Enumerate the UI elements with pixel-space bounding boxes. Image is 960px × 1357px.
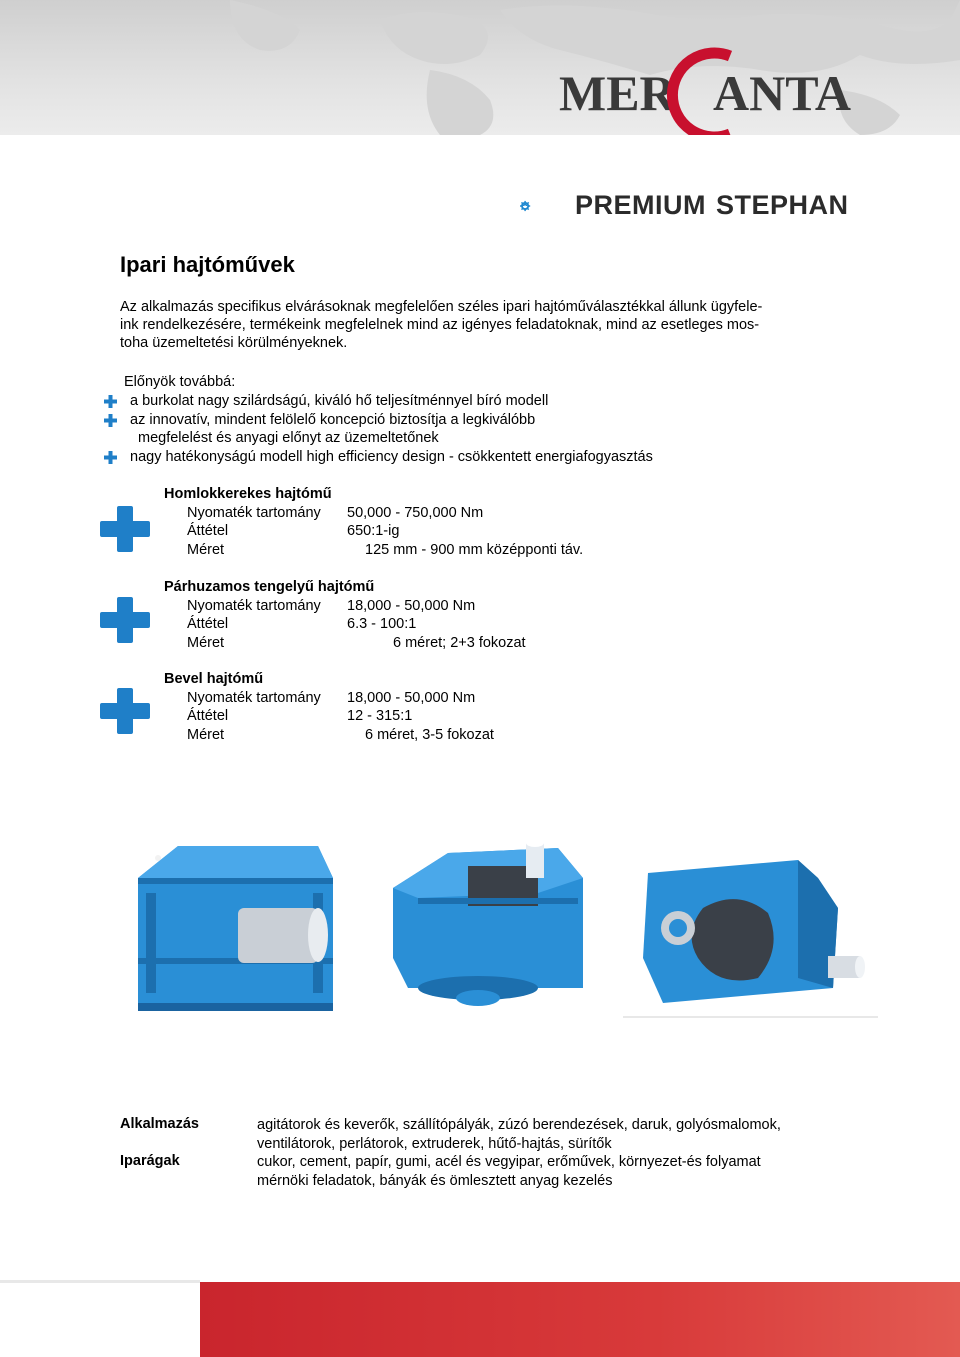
premium-word: PREMIUM — [575, 190, 706, 220]
stephan-word: STEPHAN — [716, 190, 849, 220]
product-title: Homlokkerekes hajtómű — [164, 486, 332, 502]
svg-text:ANTA: ANTA — [713, 65, 851, 121]
intro-line: ink rendelkezésére, termékeink megfelelnek mind az igényes feladatoknak, mind az esetleges mos- — [120, 317, 760, 333]
spec-ratio-label: Áttétel — [187, 523, 229, 539]
spec-torque-value: 50,000 - 750,000 Nm — [347, 505, 484, 521]
intro-paragraph — [120, 298, 840, 352]
spec-torque-value: 18,000 - 50,000 Nm — [347, 598, 476, 614]
spec-ratio-value: 6.3 - 100:1 — [347, 616, 417, 632]
spec-torque-value: 18,000 - 50,000 Nm — [347, 690, 476, 706]
header-band — [0, 0, 960, 135]
parallel-shaft-gearbox-image — [393, 839, 583, 1006]
premium-stephan-wordmark — [575, 190, 849, 221]
spec-torque-label: Nyomaték tartomány — [187, 505, 321, 521]
advantage-item: nagy hatékonyságú modell high efficiency design - csökkentett energiafogyasztás — [104, 448, 653, 467]
applications-text: agitátorok és keverők, szállítópályák, zúzó berendezések, daruk, golyósmalomok, ventilátorok, perlátorok, extruderek, hűtő-hajtás, sürítők — [257, 1117, 781, 1152]
spec-torque-label: Nyomaték tartomány — [187, 690, 321, 706]
spec-ratio-label: Áttétel — [187, 708, 229, 724]
helical-gearbox-image — [138, 846, 333, 1011]
spec-ratio-value: 650:1-ig — [347, 523, 400, 539]
mercanta-logo — [555, 38, 855, 135]
plus-icon — [100, 506, 150, 552]
plus-icon — [100, 688, 150, 734]
footer-divider — [0, 1280, 200, 1283]
spec-size-value: 6 méret, 3-5 fokozat — [365, 727, 494, 743]
plus-icon — [104, 395, 117, 408]
industries-text: cukor, cement, papír, gumi, acél és vegyipar, erőművek, környezet-és folyamat mérnöki feladatok, bányák és ömlesztett anyag kezelés — [257, 1154, 761, 1189]
advantage-item: a burkolat nagy szilárdságú, kiváló hő teljesítménnyel bíró modell — [104, 392, 653, 411]
advantages-title: Előnyök továbbá: — [124, 374, 236, 390]
advantages-list — [104, 392, 653, 466]
svg-text:MER: MER — [559, 65, 676, 121]
spec-size-label: Méret — [187, 727, 225, 743]
spec-size-value: 125 mm - 900 mm középponti táv. — [365, 542, 584, 558]
industries-label: Iparágak — [120, 1153, 180, 1169]
plus-icon — [104, 451, 117, 464]
plus-icon — [104, 414, 117, 427]
footer-band — [200, 1282, 960, 1357]
plus-icon — [100, 597, 150, 643]
spec-ratio-label: Áttétel — [187, 616, 229, 632]
page-title: Ipari hajtóművek — [120, 252, 295, 277]
advantage-item-continuation: megfelelést és anyagi előnyt az üzemeltetőnek — [138, 430, 439, 446]
product-title: Párhuzamos tengelyű hajtómű — [164, 579, 375, 595]
applications-label: Alkalmazás — [120, 1116, 199, 1132]
intro-line: Az alkalmazás specifikus elvárásoknak megfelelően széles ipari hajtóműválasztékkal állunk ügyfele- — [120, 299, 763, 315]
spec-size-value: 6 méret; 2+3 fokozat — [393, 635, 526, 651]
advantage-item: az innovatív, mindent felölelő koncepció biztosítja a legkiválóbb — [104, 411, 653, 430]
spec-size-label: Méret — [187, 635, 225, 651]
spec-size-label: Méret — [187, 542, 225, 558]
intro-line: toha üzemeltetési körülményeknek. — [120, 335, 348, 351]
bevel-gearbox-image — [623, 860, 878, 1018]
spec-torque-label: Nyomaték tartomány — [187, 598, 321, 614]
spec-ratio-value: 12 - 315:1 — [347, 708, 413, 724]
product-title: Bevel hajtómű — [164, 671, 264, 687]
premium-stephan-gear-icon — [520, 178, 580, 234]
gearbox-photos — [118, 838, 888, 1028]
